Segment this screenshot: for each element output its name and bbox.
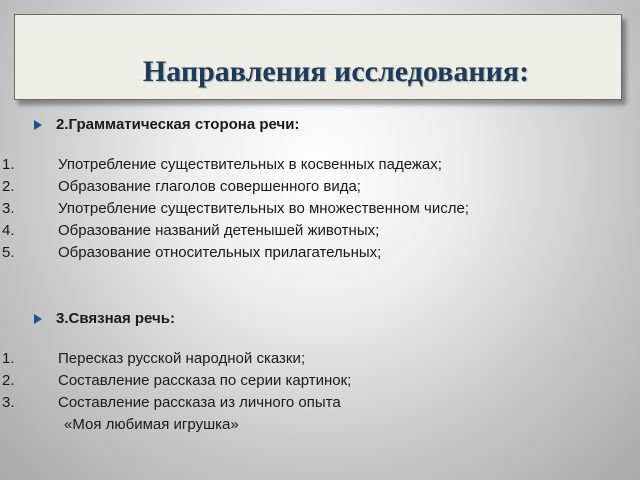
section-heading-speech: [34, 310, 175, 327]
item-text: Пересказ русской народной сказки;: [58, 350, 306, 367]
item-text: Образование глаголов совершенного вида;: [58, 178, 361, 195]
item-text: Составление рассказа из личного опыта: [58, 394, 341, 411]
item-number: 2.: [2, 372, 15, 389]
item-text: Образование названий детенышей животных;: [58, 222, 380, 239]
title-box: [14, 14, 622, 100]
section-heading-grammar: [34, 116, 299, 133]
section-heading-text: 2.Грамматическая сторона речи:: [56, 116, 300, 133]
item-text: Употребление существительных в косвенных падежах;: [58, 156, 442, 173]
item-number: 1.: [2, 156, 15, 173]
item-number: 1.: [2, 350, 15, 367]
item-text: Употребление существительных во множественном числе;: [58, 200, 469, 217]
item-number: 4.: [2, 222, 15, 239]
slide-title: Направления исследования:: [142, 55, 530, 88]
item-number: 5.: [2, 244, 15, 261]
item-number: 2.: [2, 178, 15, 195]
item-text: Составление рассказа по серии картинок;: [58, 372, 352, 389]
item-number: 3.: [2, 200, 15, 217]
item-text: Образование относительных прилагательных;: [58, 244, 382, 261]
triangle-bullet-icon: [34, 120, 42, 130]
section-heading-text: 3.Связная речь:: [56, 310, 175, 327]
item-number: 3.: [2, 394, 15, 411]
triangle-bullet-icon: [34, 314, 42, 324]
list-item-continuation: «Моя любимая игрушка»: [64, 416, 239, 433]
